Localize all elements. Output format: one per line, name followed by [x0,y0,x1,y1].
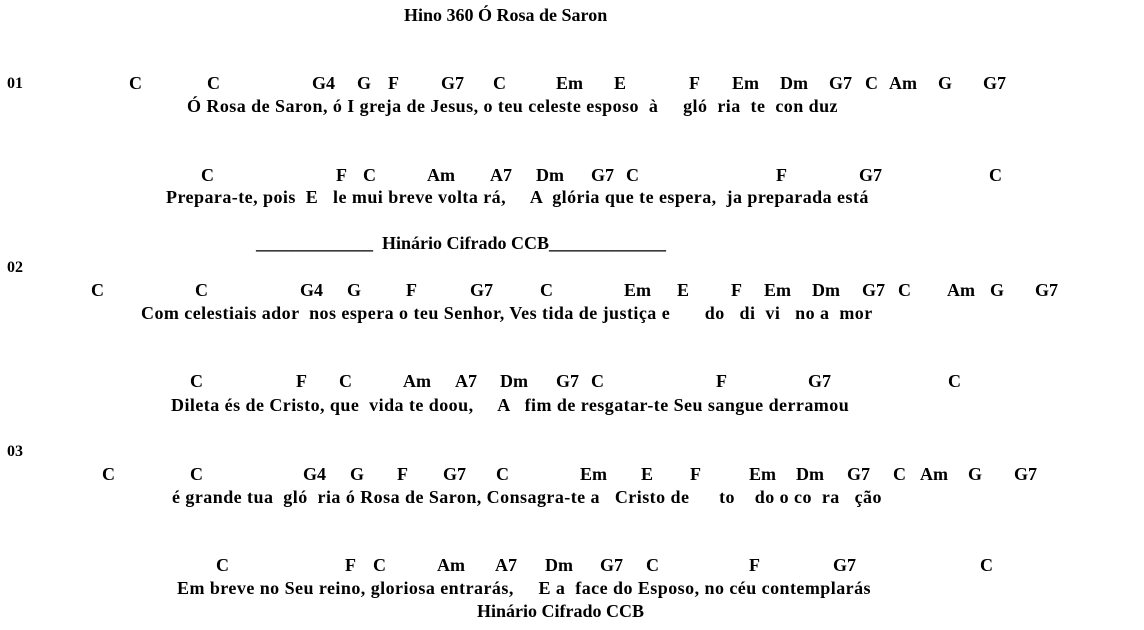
chord: G [990,280,1005,300]
chord: F [388,73,399,93]
chord: F [296,371,307,391]
chord: A7 [495,555,517,575]
chord: Am [403,371,431,391]
chord: C [91,280,104,300]
chord: C [190,371,203,391]
chord: G7 [833,555,857,575]
chord: G [347,280,362,300]
chord: G4 [300,280,324,300]
chord: G7 [470,280,494,300]
chord: E [677,280,690,300]
chord: C [201,165,214,185]
chord: Am [947,280,975,300]
chord: F [406,280,417,300]
chord: C [373,555,386,575]
chord: Em [624,280,651,300]
chord: G7 [1035,280,1059,300]
lyric-line: Com celestiais ador nos espera o teu Senhor, Ves tida de justiça e do di vi no a mor [141,303,873,323]
chord: F [345,555,356,575]
chord: G7 [808,371,832,391]
chord: Dm [536,165,564,185]
chord: G7 [600,555,624,575]
chord: G [350,464,365,484]
chord: F [749,555,760,575]
chord: G [938,73,953,93]
chord: C [216,555,229,575]
chord: Em [556,73,583,93]
chord: C [339,371,352,391]
chord: C [898,280,911,300]
chord: A7 [490,165,512,185]
chord: C [102,464,115,484]
chord: F [716,371,727,391]
chord: G7 [441,73,465,93]
chord: G7 [859,165,883,185]
chord: C [496,464,509,484]
verse-number: 02 [7,259,23,276]
hymn-title: Hino 360 Ó Rosa de Saron [404,5,608,25]
chord: C [865,73,878,93]
chord: Em [580,464,607,484]
chord: C [591,371,604,391]
chord: Em [749,464,776,484]
lyric-line: Ó Rosa de Saron, ó I greja de Jesus, o teu celeste esposo à gló ria te con duz [187,96,838,116]
chord: C [989,165,1002,185]
chord: G7 [862,280,886,300]
chord: Am [920,464,948,484]
chord: C [493,73,506,93]
chord: E [614,73,627,93]
chord: Dm [500,371,528,391]
chord: G7 [556,371,580,391]
chord: G [357,73,372,93]
chord: C [948,371,961,391]
chord: C [626,165,639,185]
chord: Em [732,73,759,93]
chord: C [893,464,906,484]
chord: Am [889,73,917,93]
chord: Dm [812,280,840,300]
footer-credit: Hinário Cifrado CCB [477,601,645,621]
chord: F [336,165,347,185]
lyric-line: é grande tua gló ria ó Rosa de Saron, Consagra-te a Cristo de to do o co ra ção [172,487,882,507]
chord: G7 [1014,464,1038,484]
chord: C [129,73,142,93]
chord: F [397,464,408,484]
lyric-line: Em breve no Seu reino, gloriosa entrarás, E a face do Esposo, no céu contemplarás [177,578,872,598]
chord: C [363,165,376,185]
chord: A7 [455,371,477,391]
chord: G7 [829,73,853,93]
chord: Am [427,165,455,185]
chord: E [641,464,654,484]
chord: Em [764,280,791,300]
chord: Dm [545,555,573,575]
chord: G7 [443,464,467,484]
chord: Dm [796,464,824,484]
chord: G4 [312,73,336,93]
chord: C [190,464,203,484]
chord: C [540,280,553,300]
lyric-line: Prepara-te, pois E le mui breve volta rá, A glória que te espera, ja preparada está [166,187,869,207]
chord: C [980,555,993,575]
divider-credit: _____________ Hinário Cifrado CCB_____________ [256,233,667,253]
chord: G [968,464,983,484]
chord: C [195,280,208,300]
chord: G7 [983,73,1007,93]
chord: C [646,555,659,575]
chord: G4 [303,464,327,484]
chord: F [731,280,742,300]
chord: Dm [780,73,808,93]
chord: Am [437,555,465,575]
chord: G7 [591,165,615,185]
chord: G7 [847,464,871,484]
lyric-line: Dileta és de Cristo, que vida te doou, A fim de resgatar-te Seu sangue derramou [171,395,850,415]
verse-number: 01 [7,75,23,92]
verse-number: 03 [7,443,23,460]
chord: C [207,73,220,93]
chord: F [689,73,700,93]
chord: F [776,165,787,185]
chord: F [690,464,701,484]
